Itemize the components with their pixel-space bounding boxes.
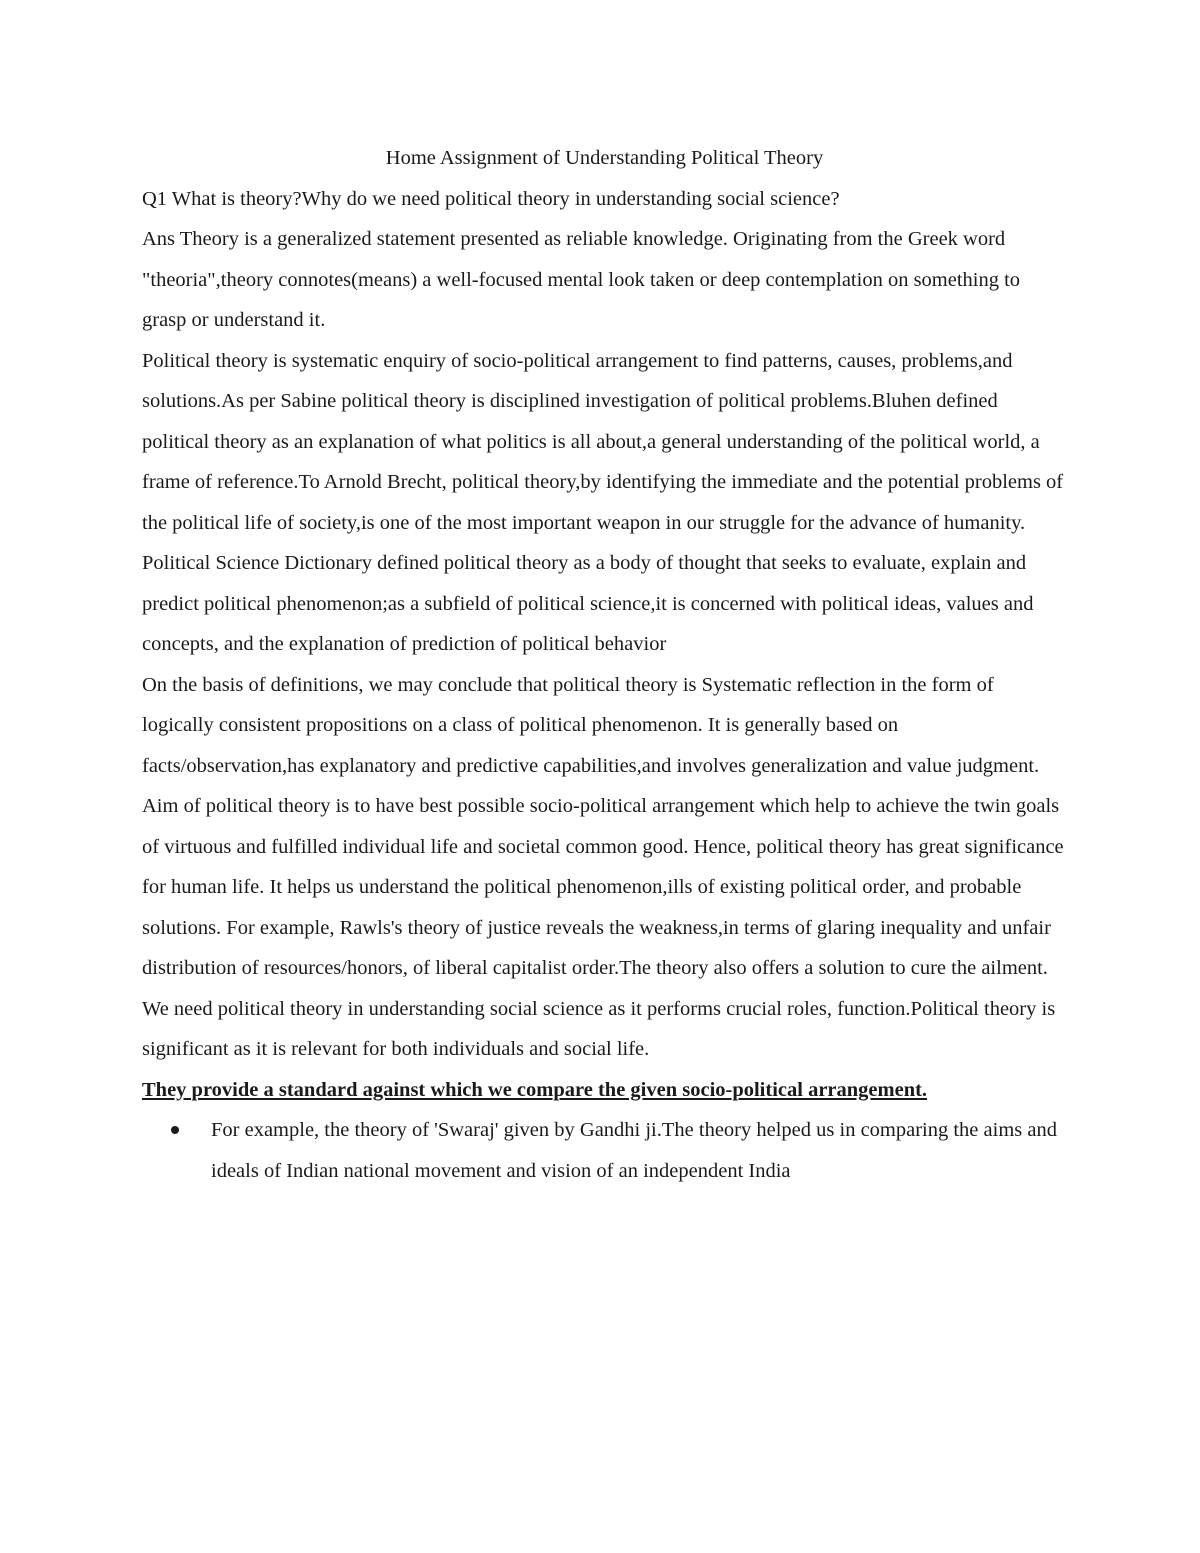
document-body (142, 138, 1067, 1191)
bullet-dot-icon (171, 1126, 179, 1134)
paragraph-answer-intro: Ans Theory is a generalized statement presented as reliable knowledge. Originating from the Greek word "theoria",theory connotes(means) a well-focused mental look taken or deep contemplation on something to grasp or understand it. (142, 228, 1021, 331)
emphasis-heading: They provide a standard against which we compare the given socio-political arrangement. (142, 1078, 928, 1101)
bullet-item (142, 1110, 1067, 1191)
paragraph-need: We need political theory in understanding social science as it performs crucial roles, function.Political theory is significant as it is relevant for both individuals and social life. (142, 997, 1056, 1060)
bullet-list (142, 1110, 1067, 1191)
bullet-text: For example, the theory of 'Swaraj' given by Gandhi ji.The theory helped us in comparing the aims and ideals of Indian national movement and vision of an independent India (211, 1119, 1057, 1182)
paragraph-conclusion: On the basis of definitions, we may conclude that political theory is Systematic reflection in the form of logically consistent propositions on a class of political phenomenon. It is generally based on facts/observation,has explanatory and predictive capabilities,and involves generalization and value judgment. (142, 673, 1040, 777)
paragraph-aim: Aim of political theory is to have best possible socio-political arrangement which help to achieve the twin goals of virtuous and fulfilled individual life and societal common good. Hence, political theory has great significance for human life. It helps us understand the political phenomenon,ills of existing political order, and probable solutions. For example, Rawls's theory of justice reveals the weakness,in terms of glaring inequality and unfair distribution of resources/honors, of liberal capitalist order.The theory also offers a solution to cure the ailment. (142, 795, 1064, 979)
document-title: Home Assignment of Understanding Political Theory (385, 147, 824, 169)
paragraph-definitions: Political theory is systematic enquiry of socio-political arrangement to find patterns, causes, problems,and solutions.As per Sabine political theory is disciplined investigation of political problems.Bluhen defined political theory as an explanation of what politics is all about,a general understanding of the political world, a frame of reference.To Arnold Brecht, political theory,by identifying the immediate and the potential problems of the political life of society,is one of the most important weapon in our struggle for the advance of humanity. Political Science Dictionary defined political theory as a body of thought that seeks to evaluate, explain and predict political phenomenon;as a subfield of political science,it is concerned with political ideas, values and concepts, and the explanation of prediction of political behavior (142, 349, 1064, 655)
question-line: Q1 What is theory?Why do we need political theory in understanding social science? (142, 187, 840, 210)
